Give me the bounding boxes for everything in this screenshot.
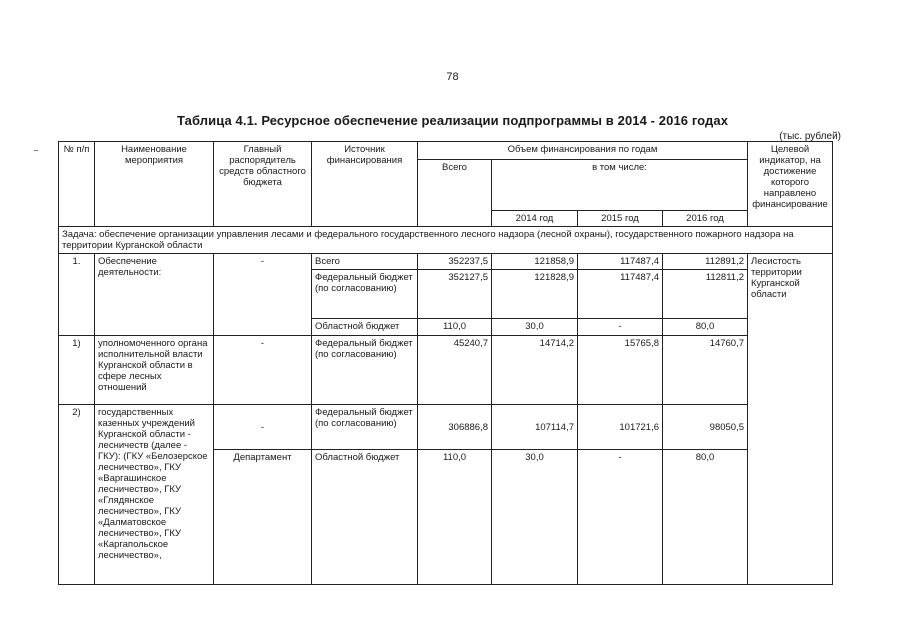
row-2014: 14714,2 bbox=[492, 336, 578, 405]
row-2016: 98050,5 bbox=[663, 405, 748, 450]
row-2016: 14760,7 bbox=[663, 336, 748, 405]
row-number: 1) bbox=[59, 336, 95, 405]
row-number: 1. bbox=[59, 254, 95, 336]
row-number: 2) bbox=[59, 405, 95, 585]
task-row bbox=[59, 227, 833, 254]
row-2016: 112811,2 bbox=[663, 270, 748, 319]
header-including: в том числе: bbox=[492, 160, 748, 211]
row-source: Всего bbox=[312, 254, 418, 270]
row-manager: Департамент bbox=[214, 450, 312, 585]
row-manager: - bbox=[214, 254, 312, 336]
header-volume: Объем финансирования по годам bbox=[418, 142, 748, 160]
row-2014: 121828,9 bbox=[492, 270, 578, 319]
row-2015: 117487,4 bbox=[578, 254, 663, 270]
row-name: Обеспечение деятельности: bbox=[95, 254, 214, 336]
row-2016: 80,0 bbox=[663, 450, 748, 585]
table-row bbox=[59, 336, 833, 405]
header-source: Источник финансирования bbox=[312, 142, 418, 227]
table-title: Таблица 4.1. Ресурсное обеспечение реализации подпрограммы в 2014 - 2016 годах bbox=[176, 113, 729, 128]
row-2014: 121858,9 bbox=[492, 254, 578, 270]
row-indicator: Лесистость территории Курганской области bbox=[748, 254, 833, 585]
row-source: Федеральный бюджет (по согласованию) bbox=[312, 270, 418, 319]
row-source: Областной бюджет bbox=[312, 450, 418, 585]
row-2016: 80,0 bbox=[663, 319, 748, 336]
row-source: Областной бюджет bbox=[312, 319, 418, 336]
table-row bbox=[59, 254, 833, 270]
row-2014: 30,0 bbox=[492, 450, 578, 585]
header-num: № п/п bbox=[59, 142, 95, 227]
page-number: 78 bbox=[446, 71, 459, 83]
header-manager: Главный распорядитель средств областного бюджета bbox=[214, 142, 312, 227]
row-2015: 15765,8 bbox=[578, 336, 663, 405]
row-name: государственных казенных учреждений Курганской области - лесничеств (далее - ГКУ): (ГКУ «Белозерское лесничество», ГКУ «Варгашинское лесничество», ГКУ «Глядянское лесничество», ГКУ «Далматовское лесничество», ГКУ «Каргапольское лесничество», bbox=[95, 405, 214, 585]
row-manager: - bbox=[214, 405, 312, 450]
task-text: Задача: обеспечение организации управления лесами и федерального государственного лесного надзора (лесной охраны), государственного пожарного надзора на территории Курганской области bbox=[59, 227, 833, 254]
row-manager: - bbox=[214, 336, 312, 405]
row-name: уполномоченного органа исполнительной власти Курганской области в сфере лесных отношений bbox=[95, 336, 214, 405]
row-source: Федеральный бюджет (по согласованию) bbox=[312, 405, 418, 450]
row-2015: 101721,6 bbox=[578, 405, 663, 450]
row-2014: 107114,7 bbox=[492, 405, 578, 450]
row-total: 352127,5 bbox=[418, 270, 492, 319]
resource-table bbox=[58, 141, 833, 585]
row-2014: 30,0 bbox=[492, 319, 578, 336]
row-2015: - bbox=[578, 450, 663, 585]
row-2015: - bbox=[578, 319, 663, 336]
header-2014: 2014 год bbox=[492, 211, 578, 227]
table-row bbox=[59, 405, 833, 450]
header-indicator: Целевой индикатор, на достижение которого направлено финансирование bbox=[748, 142, 833, 227]
row-total: 110,0 bbox=[418, 319, 492, 336]
header-total: Всего bbox=[418, 160, 492, 227]
header-2015: 2015 год bbox=[578, 211, 663, 227]
row-total: 110,0 bbox=[418, 450, 492, 585]
row-source: Федеральный бюджет (по согласованию) bbox=[312, 336, 418, 405]
row-total: 45240,7 bbox=[418, 336, 492, 405]
units-note: (тыс. рублей) bbox=[779, 131, 841, 142]
row-2016: 112891,2 bbox=[663, 254, 748, 270]
margin-mark bbox=[34, 150, 38, 151]
row-total: 306886,8 bbox=[418, 405, 492, 450]
header-name: Наименование мероприятия bbox=[95, 142, 214, 227]
row-total: 352237,5 bbox=[418, 254, 492, 270]
row-2015: 117487,4 bbox=[578, 270, 663, 319]
header-row-1 bbox=[59, 142, 833, 160]
header-2016: 2016 год bbox=[663, 211, 748, 227]
